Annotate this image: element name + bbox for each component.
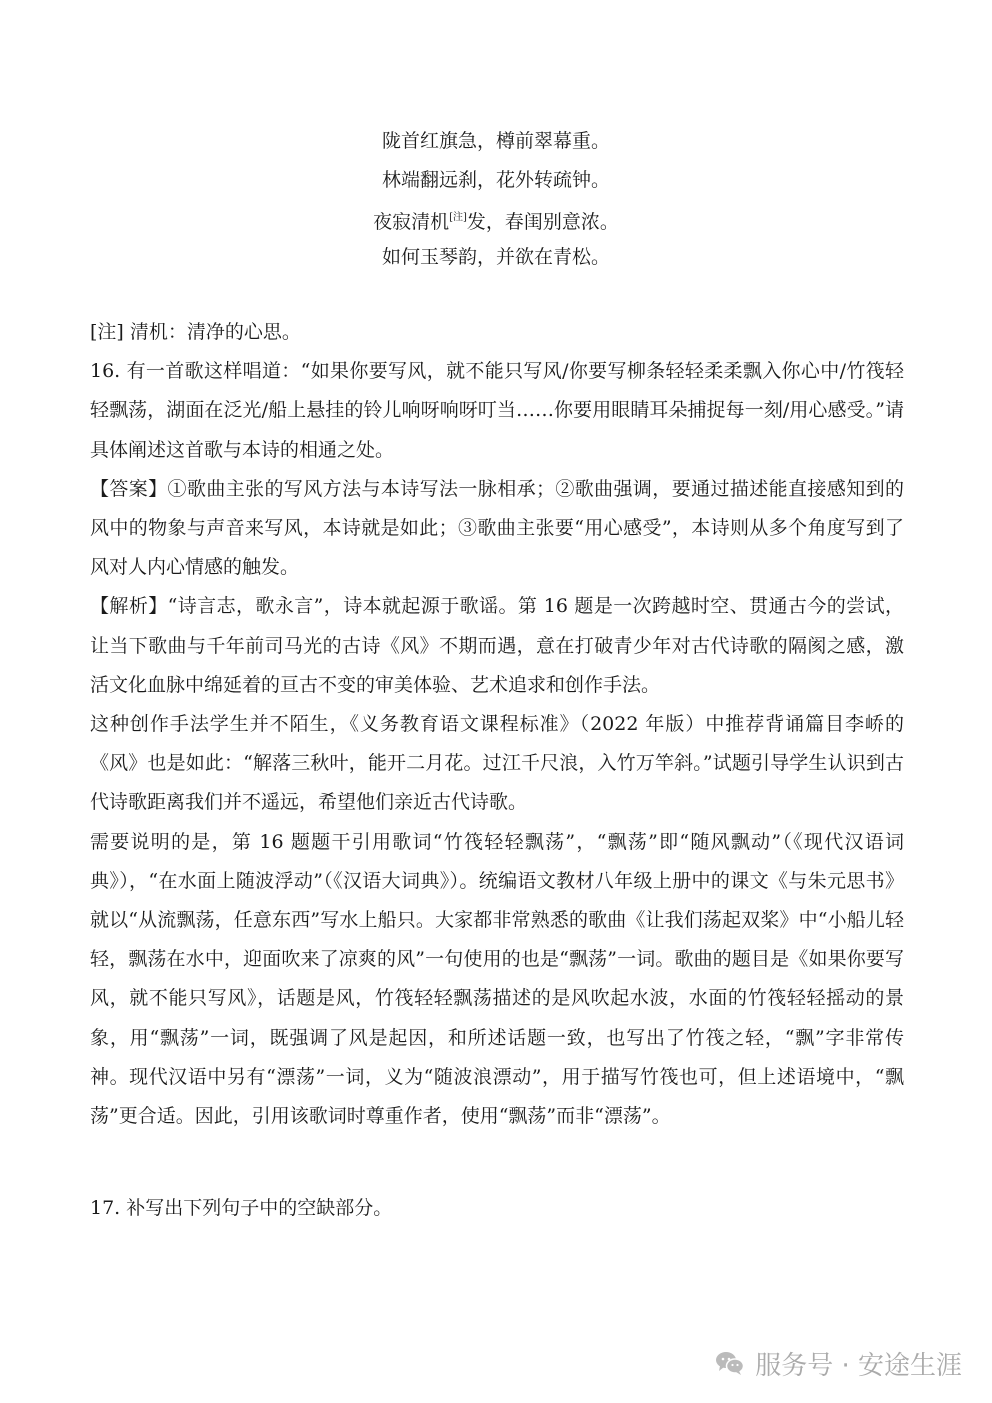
- watermark: [715, 1342, 962, 1384]
- poem-line-3-start: 夜寂清机: [373, 211, 450, 233]
- poem-line-3: [0, 199, 992, 238]
- question-17: 17. 补写出下列句子中的空缺部分。: [90, 1197, 393, 1220]
- note-marker: [注]: [449, 212, 467, 223]
- poem: [0, 122, 992, 276]
- answer: 【答案】①歌曲主张的写风方法与本诗写法一脉相承；②歌曲强调，要通过描述能直接感知到的风中的物象与声音来写风，本诗就是如此；③歌曲主张要“用心感受”，本诗则从多个角度写到了风对人内心情感的触发。: [90, 477, 904, 579]
- wechat-icon: [715, 1350, 745, 1376]
- poem-line-1: 陇首红旗急，樽前翠幕重。: [381, 130, 610, 152]
- analysis-paragraph-2: 这种创作手法学生并不陌生，《义务教育语文课程标准》（2022 年版）中推荐背诵篇目李峤的《风》也是如此：“解落三秋叶，能开二月花。过江千尺浪，入竹万竿斜。”试题引导学生认识到古代诗歌距离我们并不遥远，希望他们亲近古代诗歌。: [90, 713, 904, 814]
- document-body: [90, 313, 904, 1229]
- question-16: 16. 有一首歌这样唱道：“如果你要写风，就不能只写风/你要写柳条轻轻柔柔飘入你心中/竹筏轻轻飘荡，湖面在泛光/船上悬挂的铃儿响呀响呀叮当……你要用眼睛耳朵捕捉每一刻/用心感受。”请具体阐述这首歌与本诗的相通之处。: [90, 360, 904, 461]
- footnote: [注] 清机：清净的心思。: [90, 321, 301, 343]
- poem-line-4: 如何玉琴韵，并欲在青松。: [381, 245, 610, 268]
- watermark-text: 服务号 · 安途生涯: [755, 1350, 962, 1381]
- spacer: [90, 1136, 904, 1175]
- analysis-paragraph-3: 需要说明的是，第 16 题题干引用歌词“竹筏轻轻飘荡”，“飘荡”即“随风飘动”（《现代汉语词典》），“在水面上随波浮动”（《汉语大词典》）。统编语文教材八年级上册中的课文《与朱元思书》就以“从流飘荡，任意东西”写水上船只。大家都非常熟悉的歌曲《让我们荡起双桨》中“小船儿轻轻，飘荡在水中，迎面吹来了凉爽的风”一句使用的也是“飘荡”一词。歌曲的题目是《如果你要写风，就不能只写风》，话题是风，竹筏轻轻飘荡描述的是风吹起水波，水面的竹筏轻轻摇动的景象，用“飘荡”一词，既强调了风是起因，和所述话题一致，也写出了竹筏之轻，“飘”字非常传神。现代汉语中另有“漂荡”一词，义为“随波浪漂动”，用于描写竹筏也可，但上述语境中，“飘荡”更合适。因此，引用该歌词时尊重作者，使用“飘荡”而非“漂荡”。: [90, 830, 904, 1128]
- analysis-paragraph-1: 【解析】“诗言志，歌永言”，诗本就起源于歌谣。第 16 题是一次跨越时空、贯通古今的尝试，让当下歌曲与千年前司马光的古诗《风》不期而遇，意在打破青少年对古代诗歌的隔阂之感，激活文化血脉中绵延着的亘古不变的审美体验、艺术追求和创作手法。: [90, 595, 904, 696]
- poem-line-2: 林端翻远刹，花外转疏钟。: [381, 168, 610, 191]
- poem-line-3-end: 发，春闺别意浓。: [466, 211, 619, 233]
- spacer-small: [90, 1175, 904, 1189]
